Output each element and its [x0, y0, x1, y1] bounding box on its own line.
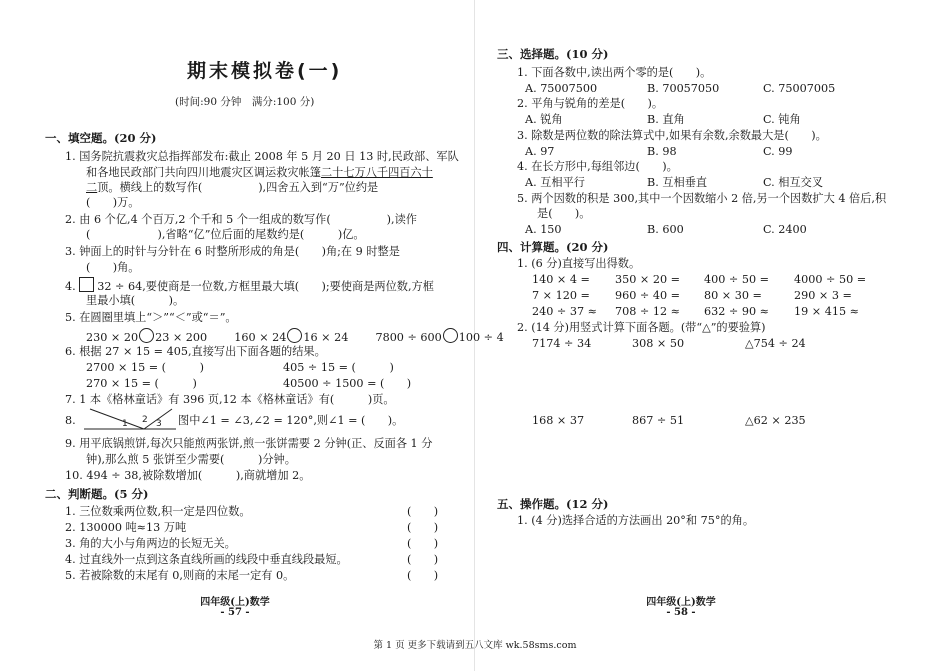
- choice-q5-line1: 5. 两个因数的积是 300,其中一个因数缩小 2 倍,另一个因数扩大 4 倍后,积: [517, 192, 887, 205]
- right-page: [475, 0, 950, 671]
- operation-q1: 1. (4 分)选择合适的方法画出 20°和 75°的角。: [517, 514, 755, 527]
- q3-line1: 3. 钟面上的时针与分针在 6 时整所形成的角是( )角;在 9 时整是: [65, 245, 400, 258]
- q5-compare-row: [86, 328, 504, 345]
- q4-number: 4.: [65, 280, 76, 293]
- choice-q1-option-c: C. 75007005: [763, 82, 836, 95]
- angle-label-1: 1: [122, 419, 128, 429]
- choice-q2-option-a: A. 锐角: [525, 113, 563, 126]
- section-choice-header: 三、选择题。(10 分): [497, 47, 609, 61]
- section-calc-header: 四、计算题。(20 分): [497, 240, 609, 254]
- q5-expr-c2: 100 ÷ 4: [458, 331, 504, 344]
- compare-circle: [443, 328, 458, 343]
- choice-q2-option-c: C. 钝角: [763, 113, 801, 126]
- exam-subtitle: (时间:90 分钟 满分:100 分): [175, 96, 315, 108]
- q7-line: 7. 1 本《格林童话》有 396 页,12 本《格林童话》有( )页。: [65, 393, 395, 406]
- q1-line2-text: 和各地民政部门共向四川地震灾区调运救灾帐篷: [86, 166, 321, 179]
- q1-line3: [86, 181, 378, 195]
- q9-line1: 9. 用平底锅煎饼,每次只能煎两张饼,煎一张饼需要 2 分钟(正、反面各 1 分: [65, 437, 433, 450]
- angle-diagram: [84, 407, 176, 433]
- choice-q4-option-a: A. 互相平行: [525, 176, 585, 189]
- left-page-mark: 四年级(上)数学: [200, 597, 270, 608]
- vertical-calc-2: 308 × 50: [632, 337, 685, 350]
- tf-item-4: 4. 过直线外一点到这条直线所画的线段中垂直线段最短。: [65, 553, 348, 566]
- q6-item-a: 2700 × 15 = ( ): [86, 361, 204, 374]
- left-page-number: - 57 -: [220, 607, 250, 618]
- angle-label-3: 3: [156, 419, 162, 429]
- calc-cell: 140 × 4 =: [532, 273, 590, 286]
- vertical-calc-6: △62 × 235: [745, 414, 806, 427]
- choice-q1-option-b: B. 70057050: [647, 82, 720, 95]
- q4-line1: [65, 277, 434, 294]
- choice-q2: 2. 平角与锐角的差是( )。: [517, 97, 664, 110]
- calc-cell: 708 ÷ 12 ≈: [615, 305, 681, 318]
- calc-cell: 240 ÷ 37 ≈: [532, 305, 598, 318]
- q5-expr-a2: 23 × 200: [155, 331, 208, 344]
- q8-number: 8.: [65, 414, 76, 427]
- q5-expr-b1: 160 × 24: [234, 331, 287, 344]
- compare-circle: [287, 328, 302, 343]
- angle-diagram-ray-left: [90, 409, 144, 429]
- tf-answer-bracket-5: ( ): [407, 569, 439, 582]
- choice-q3-option-c: C. 99: [763, 145, 793, 158]
- angle-label-2: 2: [142, 415, 148, 425]
- tf-answer-bracket-2: ( ): [407, 521, 439, 534]
- choice-q2-option-b: B. 直角: [647, 113, 685, 126]
- q1-line1: 1. 国务院抗震救灾总指挥部发布:截止 2008 年 5 月 20 日 13 时,民政部、军队: [65, 150, 459, 163]
- q9-line2: 钟),那么煎 5 张饼至少需要( )分钟。: [86, 453, 296, 466]
- choice-q4-option-c: C. 相互交叉: [763, 176, 824, 189]
- choice-q5-line2: 是( )。: [537, 207, 591, 220]
- q1-line4: ( )万。: [86, 196, 140, 209]
- q8-text: 图中∠1 = ∠3,∠2 = 120°,则∠1 = ( )。: [178, 414, 404, 427]
- calc-cell: 400 ÷ 50 =: [704, 273, 770, 286]
- calc-cell: 632 ÷ 90 ≈: [704, 305, 770, 318]
- choice-q1-option-a: A. 75007500: [525, 82, 598, 95]
- right-page-number: - 58 -: [666, 607, 696, 618]
- calc-q2: 2. (14 分)用竖式计算下面各题。(带“△”的要验算): [517, 321, 766, 334]
- choice-q4-option-b: B. 互相垂直: [647, 176, 708, 189]
- calc-cell: 80 × 30 =: [704, 289, 762, 302]
- right-page-mark: 四年级(上)数学: [646, 597, 716, 608]
- choice-q3: 3. 除数是两位数的除法算式中,如果有余数,余数最大是( )。: [517, 129, 827, 142]
- compare-circle: [139, 328, 154, 343]
- vertical-calc-5: 867 ÷ 51: [632, 414, 685, 427]
- choice-q3-option-a: A. 97: [525, 145, 555, 158]
- choice-q4: 4. 在长方形中,每组邻边( )。: [517, 160, 678, 173]
- calc-cell: 290 × 3 =: [794, 289, 852, 302]
- q4-text: 32 ÷ 64,要使商是一位数,方框里最大填( );要使商是两位数,方框: [97, 280, 434, 293]
- tf-answer-bracket-1: ( ): [407, 505, 439, 518]
- tf-item-2: 2. 130000 吨≈13 万吨: [65, 521, 187, 534]
- vertical-calc-4: 168 × 37: [532, 414, 585, 427]
- tf-item-1: 1. 三位数乘两位数,积一定是四位数。: [65, 505, 251, 518]
- q10-line: 10. 494 ÷ 38,被除数增加( ),商就增加 2。: [65, 469, 311, 482]
- q1-underlined-end: 二: [86, 181, 98, 194]
- q5-line1: 5. 在圆圈里填上“＞”“＜”或“＝”。: [65, 311, 237, 324]
- blank-square-box: [79, 277, 94, 292]
- q3-line2: ( )角。: [86, 261, 140, 274]
- section-fill-blank-header: 一、填空题。(20 分): [45, 131, 157, 145]
- vertical-calc-3: △754 ÷ 24: [745, 337, 806, 350]
- section-operation-header: 五、操作题。(12 分): [497, 497, 609, 511]
- q5-expr-b2: 16 × 24: [303, 331, 349, 344]
- tf-item-5: 5. 若被除数的末尾有 0,则商的末尾一定有 0。: [65, 569, 295, 582]
- q5-expr-c1: 7800 ÷ 600: [375, 331, 442, 344]
- q6-line1: 6. 根据 27 × 15 = 405,直接写出下面各题的结果。: [65, 345, 326, 358]
- footer-source-line: 第 1 页 更多下载请到五八文库 wk.58sms.com: [373, 640, 577, 651]
- q6-item-b: 405 ÷ 15 = ( ): [283, 361, 394, 374]
- choice-q5-option-b: B. 600: [647, 223, 684, 236]
- calc-cell: 4000 ÷ 50 =: [794, 273, 867, 286]
- q4-line2: 里最小填( )。: [86, 294, 185, 307]
- calc-cell: 7 × 120 =: [532, 289, 590, 302]
- calc-q1: 1. (6 分)直接写出得数。: [517, 257, 641, 270]
- q1-line2: [86, 166, 433, 180]
- tf-answer-bracket-4: ( ): [407, 553, 439, 566]
- q2-line1: 2. 由 6 个亿,4 个百万,2 个千和 5 个一组成的数写作( ),读作: [65, 213, 417, 226]
- q5-expr-a1: 230 × 20: [86, 331, 139, 344]
- choice-q5-option-c: C. 2400: [763, 223, 807, 236]
- calc-cell: 960 ÷ 40 =: [615, 289, 681, 302]
- calc-cell: 19 × 415 ≈: [794, 305, 860, 318]
- choice-q3-option-b: B. 98: [647, 145, 677, 158]
- q6-item-c: 270 × 15 = ( ): [86, 377, 197, 390]
- tf-item-3: 3. 角的大小与角两边的长短无关。: [65, 537, 236, 550]
- exam-title: 期末模拟卷(一): [187, 60, 343, 82]
- q6-item-d: 40500 ÷ 1500 = ( ): [283, 377, 412, 390]
- vertical-calc-1: 7174 ÷ 34: [532, 337, 592, 350]
- choice-q1: 1. 下面各数中,读出两个零的是( )。: [517, 66, 712, 79]
- calc-cell: 350 × 20 =: [615, 273, 681, 286]
- q2-line2: ( ),省略“亿”位后面的尾数约是( )亿。: [86, 228, 365, 241]
- q1-line3-text: 顶。横线上的数写作( ),四舍五入到“万”位约是: [97, 181, 379, 194]
- section-true-false-header: 二、判断题。(5 分): [45, 487, 149, 501]
- tf-answer-bracket-3: ( ): [407, 537, 439, 550]
- q1-underlined-number: 二十七万八千四百六十: [320, 166, 433, 179]
- choice-q5-option-a: A. 150: [525, 223, 562, 236]
